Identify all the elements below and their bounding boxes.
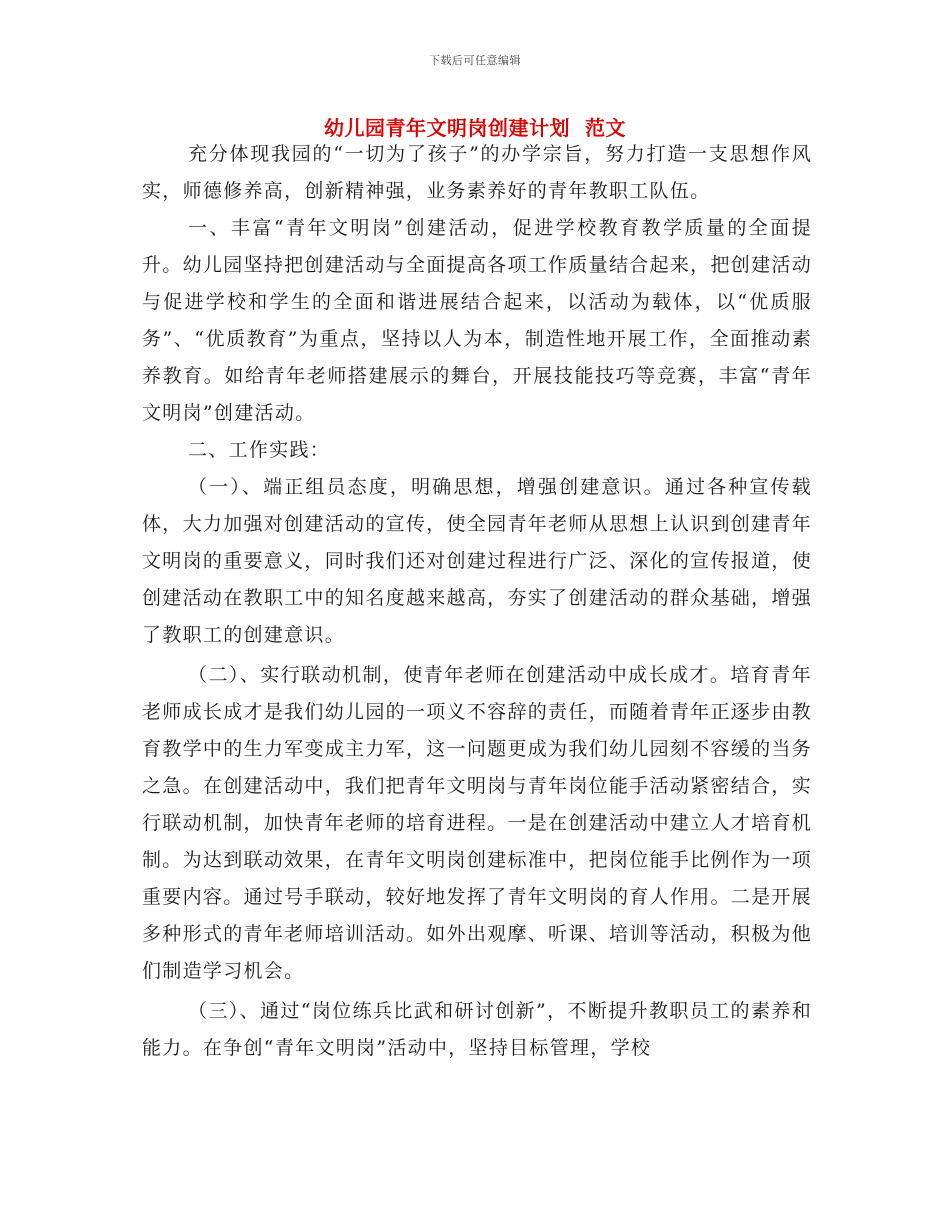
page-header-note: 下载后可任意编辑 <box>429 54 521 67</box>
paragraph-subsection-2: （二）、实行联动机制，使青年老师在创建活动中成长成才。培育青年老师成长成才是我们幼儿园的一项义不容辞的责任，而随着青年正逐步由教育教学中的生力军变成主力军，这一问题更成为我们幼儿园刻不容缓的当务之急。在创建活动中，我们把青年文明岗与青年岗位能手活动紧密结合，实行联动机制，加快青年老师的培育进程。一是在创建活动中建立人才培育机制。为达到联动效果，在青年文明岗创建标准中，把岗位能手比例作为一项重要内容。通过号手联动，较好地发挥了青年文明岗的育人作用。二是开展多种形式的青年老师培训活动。如外出观摩、听课、培训等活动，积极为他们制造学习机会。 <box>142 664 812 982</box>
paragraph-section-1: 一、丰富“青年文明岗”创建活动，促进学校教育教学质量的全面提升。幼儿园坚持把创建活动与全面提高各项工作质量结合起来，把创建活动与促进学校和学生的全面和谐进展结合起来，以活动为载体，以“优质服务”、“优质教育”为重点，坚持以人为本，制造性地开展工作，全面推动素养教育。如给青年老师搭建展示的舞台，开展技能技巧等竞赛，丰富“青年文明岗”创建活动。 <box>142 217 812 424</box>
document-body <box>142 136 812 1067</box>
paragraph-subsection-1: （一）、端正组员态度，明确思想，增强创建意识。通过各种宣传载体，大力加强对创建活动的宣传，使全园青年老师从思想上认识到创建青年文明岗的重要意义，同时我们还对创建过程进行广泛、深化的宣传报道，使创建活动在教职工中的知名度越来越高，夯实了创建活动的群众基础，增强了教职工的创建意识。 <box>142 476 812 646</box>
paragraph-subsection-3: （三）、通过“岗位练兵比武和研讨创新”，不断提升教职员工的素养和能力。在争创“青年文明岗”活动中，坚持目标管理，学校 <box>142 1000 812 1059</box>
paragraph-intro: 充分体现我园的“一切为了孩子”的办学宗旨，努力打造一支思想作风实，师德修养高，创新精神强，业务素养好的青年教职工队伍。 <box>142 143 812 202</box>
document-title: 幼儿园青年文明岗创建计划 范文 <box>324 116 626 140</box>
paragraph-section-2-heading: 二、工作实践： <box>188 439 331 461</box>
